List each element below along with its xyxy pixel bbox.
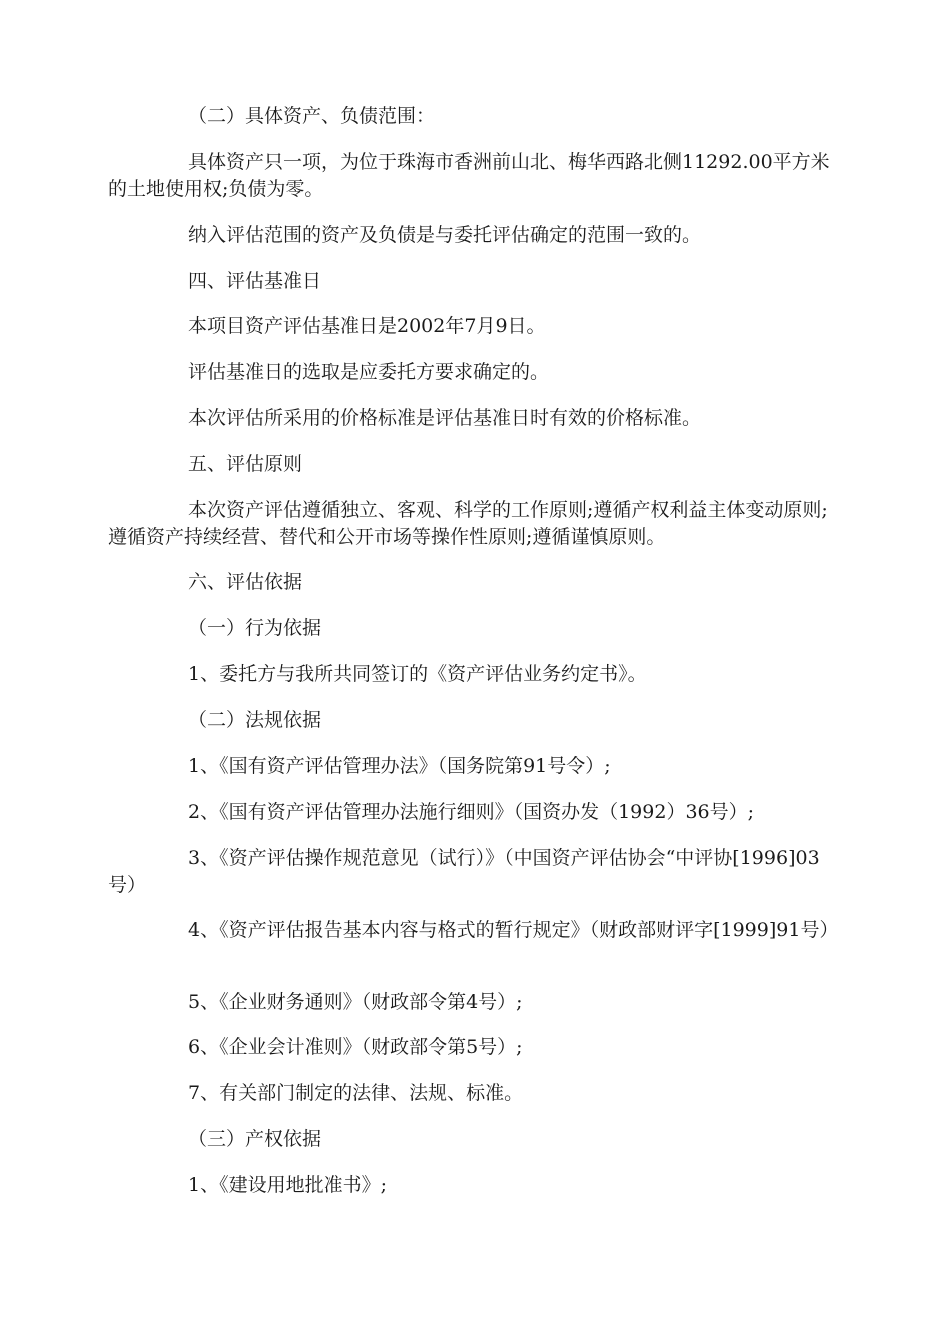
list-item-regulation-3: 3、《资产评估操作规范意见（试行）》（中国资产评估协会“中评协[1996]03号） — [108, 847, 820, 896]
subheading-property-basis: （三）产权依据 — [188, 1128, 322, 1150]
list-item-regulation-6: 6、《企业会计准则》（财政部令第5号）; — [188, 1036, 523, 1058]
list-item-regulation-5: 5、《企业财务通则》（财政部令第4号）; — [188, 991, 523, 1013]
list-item-regulation-4: 4、《资产评估报告基本内容与格式的暂行规定》（财政部财评字[1999]91号） — [188, 919, 839, 941]
paragraph-price-standard: 本次评估所采用的价格标准是评估基准日时有效的价格标准。 — [188, 407, 702, 429]
list-item-land-approval: 1、《建设用地批准书》; — [188, 1174, 387, 1196]
subheading-regulatory-basis: （二）法规依据 — [188, 709, 322, 731]
list-item-regulation-2: 2、《国有资产评估管理办法施行细则》（国资办发（1992）36号）; — [188, 801, 755, 823]
subheading-asset-liability-scope: （二）具体资产、负债范围： — [188, 105, 436, 127]
paragraph-date-selection: 评估基准日的选取是应委托方要求确定的。 — [188, 361, 550, 383]
paragraph-valuation-date: 本项目资产评估基准日是2002年7月9日。 — [188, 315, 546, 337]
paragraph-scope-consistency: 纳入评估范围的资产及负债是与委托评估确定的范围一致的。 — [188, 224, 702, 246]
paragraph-asset-description: 具体资产只一项，为位于珠海市香洲前山北、梅华西路北侧11292.00平方米的土地使用权;负债为零。 — [108, 151, 830, 200]
subheading-behavior-basis: （一）行为依据 — [188, 617, 322, 639]
paragraph-principles: 本次资产评估遵循独立、客观、科学的工作原则;遵循产权利益主体变动原则;遵循资产持续经营、替代和公开市场等操作性原则;遵循谨慎原则。 — [108, 499, 828, 548]
heading-valuation-basis: 六、评估依据 — [188, 571, 303, 593]
list-item-regulation-7: 7、有关部门制定的法律、法规、标准。 — [188, 1082, 524, 1104]
list-item-regulation-1: 1、《国有资产评估管理办法》（国务院第91号令）; — [188, 755, 611, 777]
heading-valuation-principles: 五、评估原则 — [188, 453, 303, 475]
list-item-contract: 1、委托方与我所共同签订的《资产评估业务约定书》。 — [188, 663, 647, 685]
heading-valuation-date: 四、评估基准日 — [188, 270, 322, 292]
